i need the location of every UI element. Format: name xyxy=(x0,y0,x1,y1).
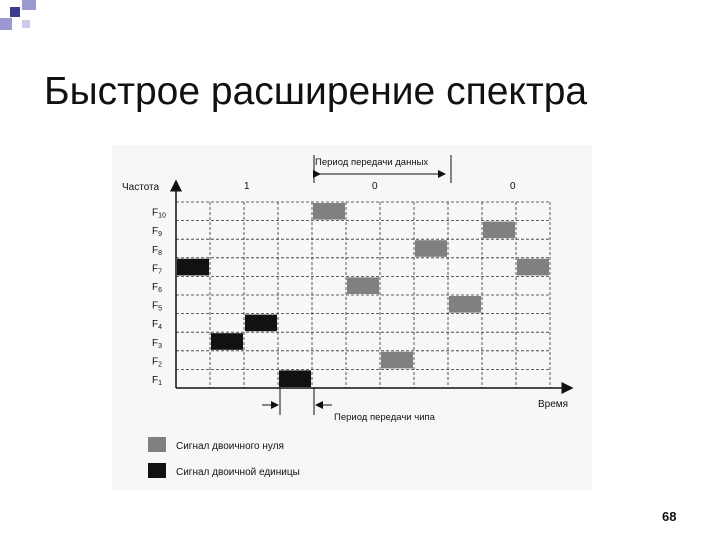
hop-cell-chip-4 xyxy=(279,370,311,387)
hop-cell-chip-5 xyxy=(313,203,345,220)
freq-label-9: $F_9$ xyxy=(152,226,163,239)
freq-label-8: $F_8$ xyxy=(152,244,163,257)
data-period-label: Период передачи данных xyxy=(315,157,429,168)
hop-cell-chip-8 xyxy=(415,240,447,257)
hop-cell-chip-3 xyxy=(245,315,277,332)
x-axis-label: Время xyxy=(538,399,569,410)
slide-title: Быстрое расширение спектра xyxy=(44,70,588,113)
freq-label-1: $F_1$ xyxy=(152,375,163,387)
hop-cell-chip-9 xyxy=(449,296,481,313)
bit-label-2: 0 xyxy=(372,181,378,192)
freq-label-2: $F_2$ xyxy=(152,356,163,369)
hop-cell-chip-10 xyxy=(483,222,515,239)
hop-cell-chip-6 xyxy=(347,277,379,294)
freq-label-4: $F_4$ xyxy=(152,319,163,332)
hop-cell-chip-1 xyxy=(177,259,209,276)
legend-label-zero: Сигнал двоичного нуля xyxy=(176,441,284,452)
freq-label-6: $F_6$ xyxy=(152,282,163,294)
freq-label-7: $F_7$ xyxy=(152,263,163,276)
frequency-labels xyxy=(152,208,166,387)
bit-label-1: 1 xyxy=(244,181,250,192)
freq-label-3: $F_3$ xyxy=(152,337,163,350)
hop-cell-chip-11 xyxy=(517,259,549,276)
fhss-diagram xyxy=(112,145,592,490)
fhss-figure xyxy=(112,145,592,490)
page-number: 68 xyxy=(662,509,677,524)
legend-swatch-zero xyxy=(148,437,166,452)
y-axis-label: Частота xyxy=(122,182,160,193)
hop-cell-chip-2 xyxy=(211,333,243,350)
legend-swatch-one xyxy=(148,463,166,478)
legend-label-one: Сигнал двоичной единицы xyxy=(176,467,300,478)
freq-label-5: $F_5$ xyxy=(152,300,163,313)
freq-label-10: $F_{10}$ xyxy=(152,207,166,220)
bit-label-3: 0 xyxy=(510,181,516,192)
chip-period-label: Период передачи чипа xyxy=(334,412,435,423)
hop-cell-chip-7 xyxy=(381,352,413,369)
